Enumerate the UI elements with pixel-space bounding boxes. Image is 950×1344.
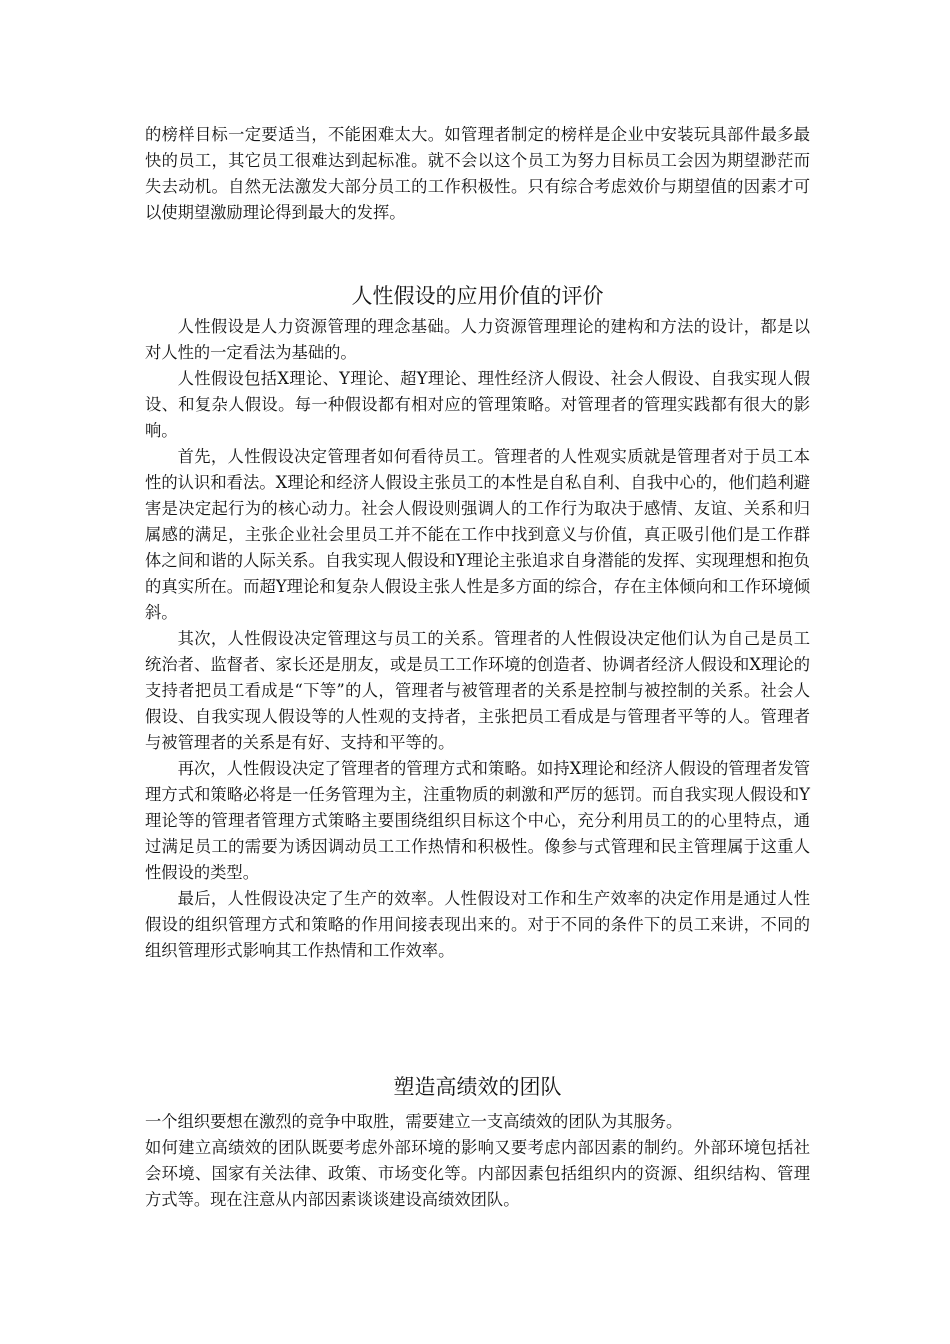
section-title-human-nature: 人性假设的应用价值的评价	[351, 284, 604, 308]
paragraph: 一个组织要想在激烈的竞争中取胜，需要建立一支高绩效的团队为其服务。	[145, 1112, 683, 1131]
document-page	[145, 122, 810, 1213]
paragraph: 其次，人性假设决定管理这与员工的关系。管理者的人性假设决定他们认为自己是员工统治者、监督者、家长还是朋友，或是员工工作环境的创造者、协调者经济人假设和X理论的支持者把员工看成是“下等”的人，管理者与被管理者的关系是控制与被控制的关系。社会人假设、自我实现人假设等的人性观的支持者，主张把员工看成是与管理者平等的人。管理者与被管理者的关系是有好、支持和平等的。	[145, 629, 810, 752]
paragraph: 如何建立高绩效的团队既要考虑外部环境的影响又要考虑内部因素的制约。外部环境包括社会环境、国家有关法律、政策、市场变化等。内部因素包括组织内的资源、组织结构、管理方式等。现在注意从内部因素谈谈建设高绩效团队。	[145, 1138, 810, 1209]
paragraph: 再次，人性假设决定了管理者的管理方式和策略。如持X理论和经济人假设的管理者发管理方式和策略必将是一任务管理为主，注重物质的刺激和严厉的惩罚。而自我实现人假设和Y理论等的管理者管理方式策略主要围绕组织目标这个中心，充分利用员工的的心里特点，通过满足员工的需要为诱因调动员工工作热情和积极性。像参与式管理和民主管理属于这重人性假设的类型。	[145, 759, 810, 882]
paragraph: 首先，人性假设决定管理者如何看待员工。管理者的人性观实质就是管理者对于员工本性的认识和看法。X理论和经济人假设主张员工的本性是自私自利、自我中心的，他们趋利避害是决定起行为的核心动力。社会人假设则强调人的工作行为取决于感情、友谊、关系和归属感的满足，主张企业社会里员工并不能在工作中找到意义与价值，真正吸引他们是工作群体之间和谐的人际关系。自我实现人假设和Y理论主张追求自身潜能的发挥、实现理想和抱负的真实所在。而超Y理论和复杂人假设主张人性是多方面的综合，存在主体倾向和工作环境倾斜。	[145, 447, 810, 622]
paragraph: 最后，人性假设决定了生产的效率。人性假设对工作和生产效率的决定作用是通过人性假设的组织管理方式和策略的作用间接表现出来的。对于不同的条件下的员工来讲，不同的组织管理形式影响其工作热情和工作效率。	[145, 889, 810, 960]
section-title-high-performance-team: 塑造高绩效的团队	[393, 1075, 562, 1099]
paragraph: 人性假设是人力资源管理的理念基础。人力资源管理理论的建构和方法的设计，都是以对人性的一定看法为基础的。	[145, 317, 810, 362]
paragraph: 人性假设包括X理论、Y理论、超Y理论、理性经济人假设、社会人假设、自我实现人假设、和复杂人假设。每一种假设都有相对应的管理策略。对管理者的管理实践都有很大的影响。	[145, 369, 810, 440]
intro-paragraph: 的榜样目标一定要适当，不能困难太大。如管理者制定的榜样是企业中安装玩具部件最多最快的员工，其它员工很难达到起标准。就不会以这个员工为努力目标员工会因为期望渺茫而失去动机。自然无法激发大部分员工的工作积极性。只有综合考虑效价与期望值的因素才可以使期望激励理论得到最大的发挥。	[145, 125, 810, 222]
